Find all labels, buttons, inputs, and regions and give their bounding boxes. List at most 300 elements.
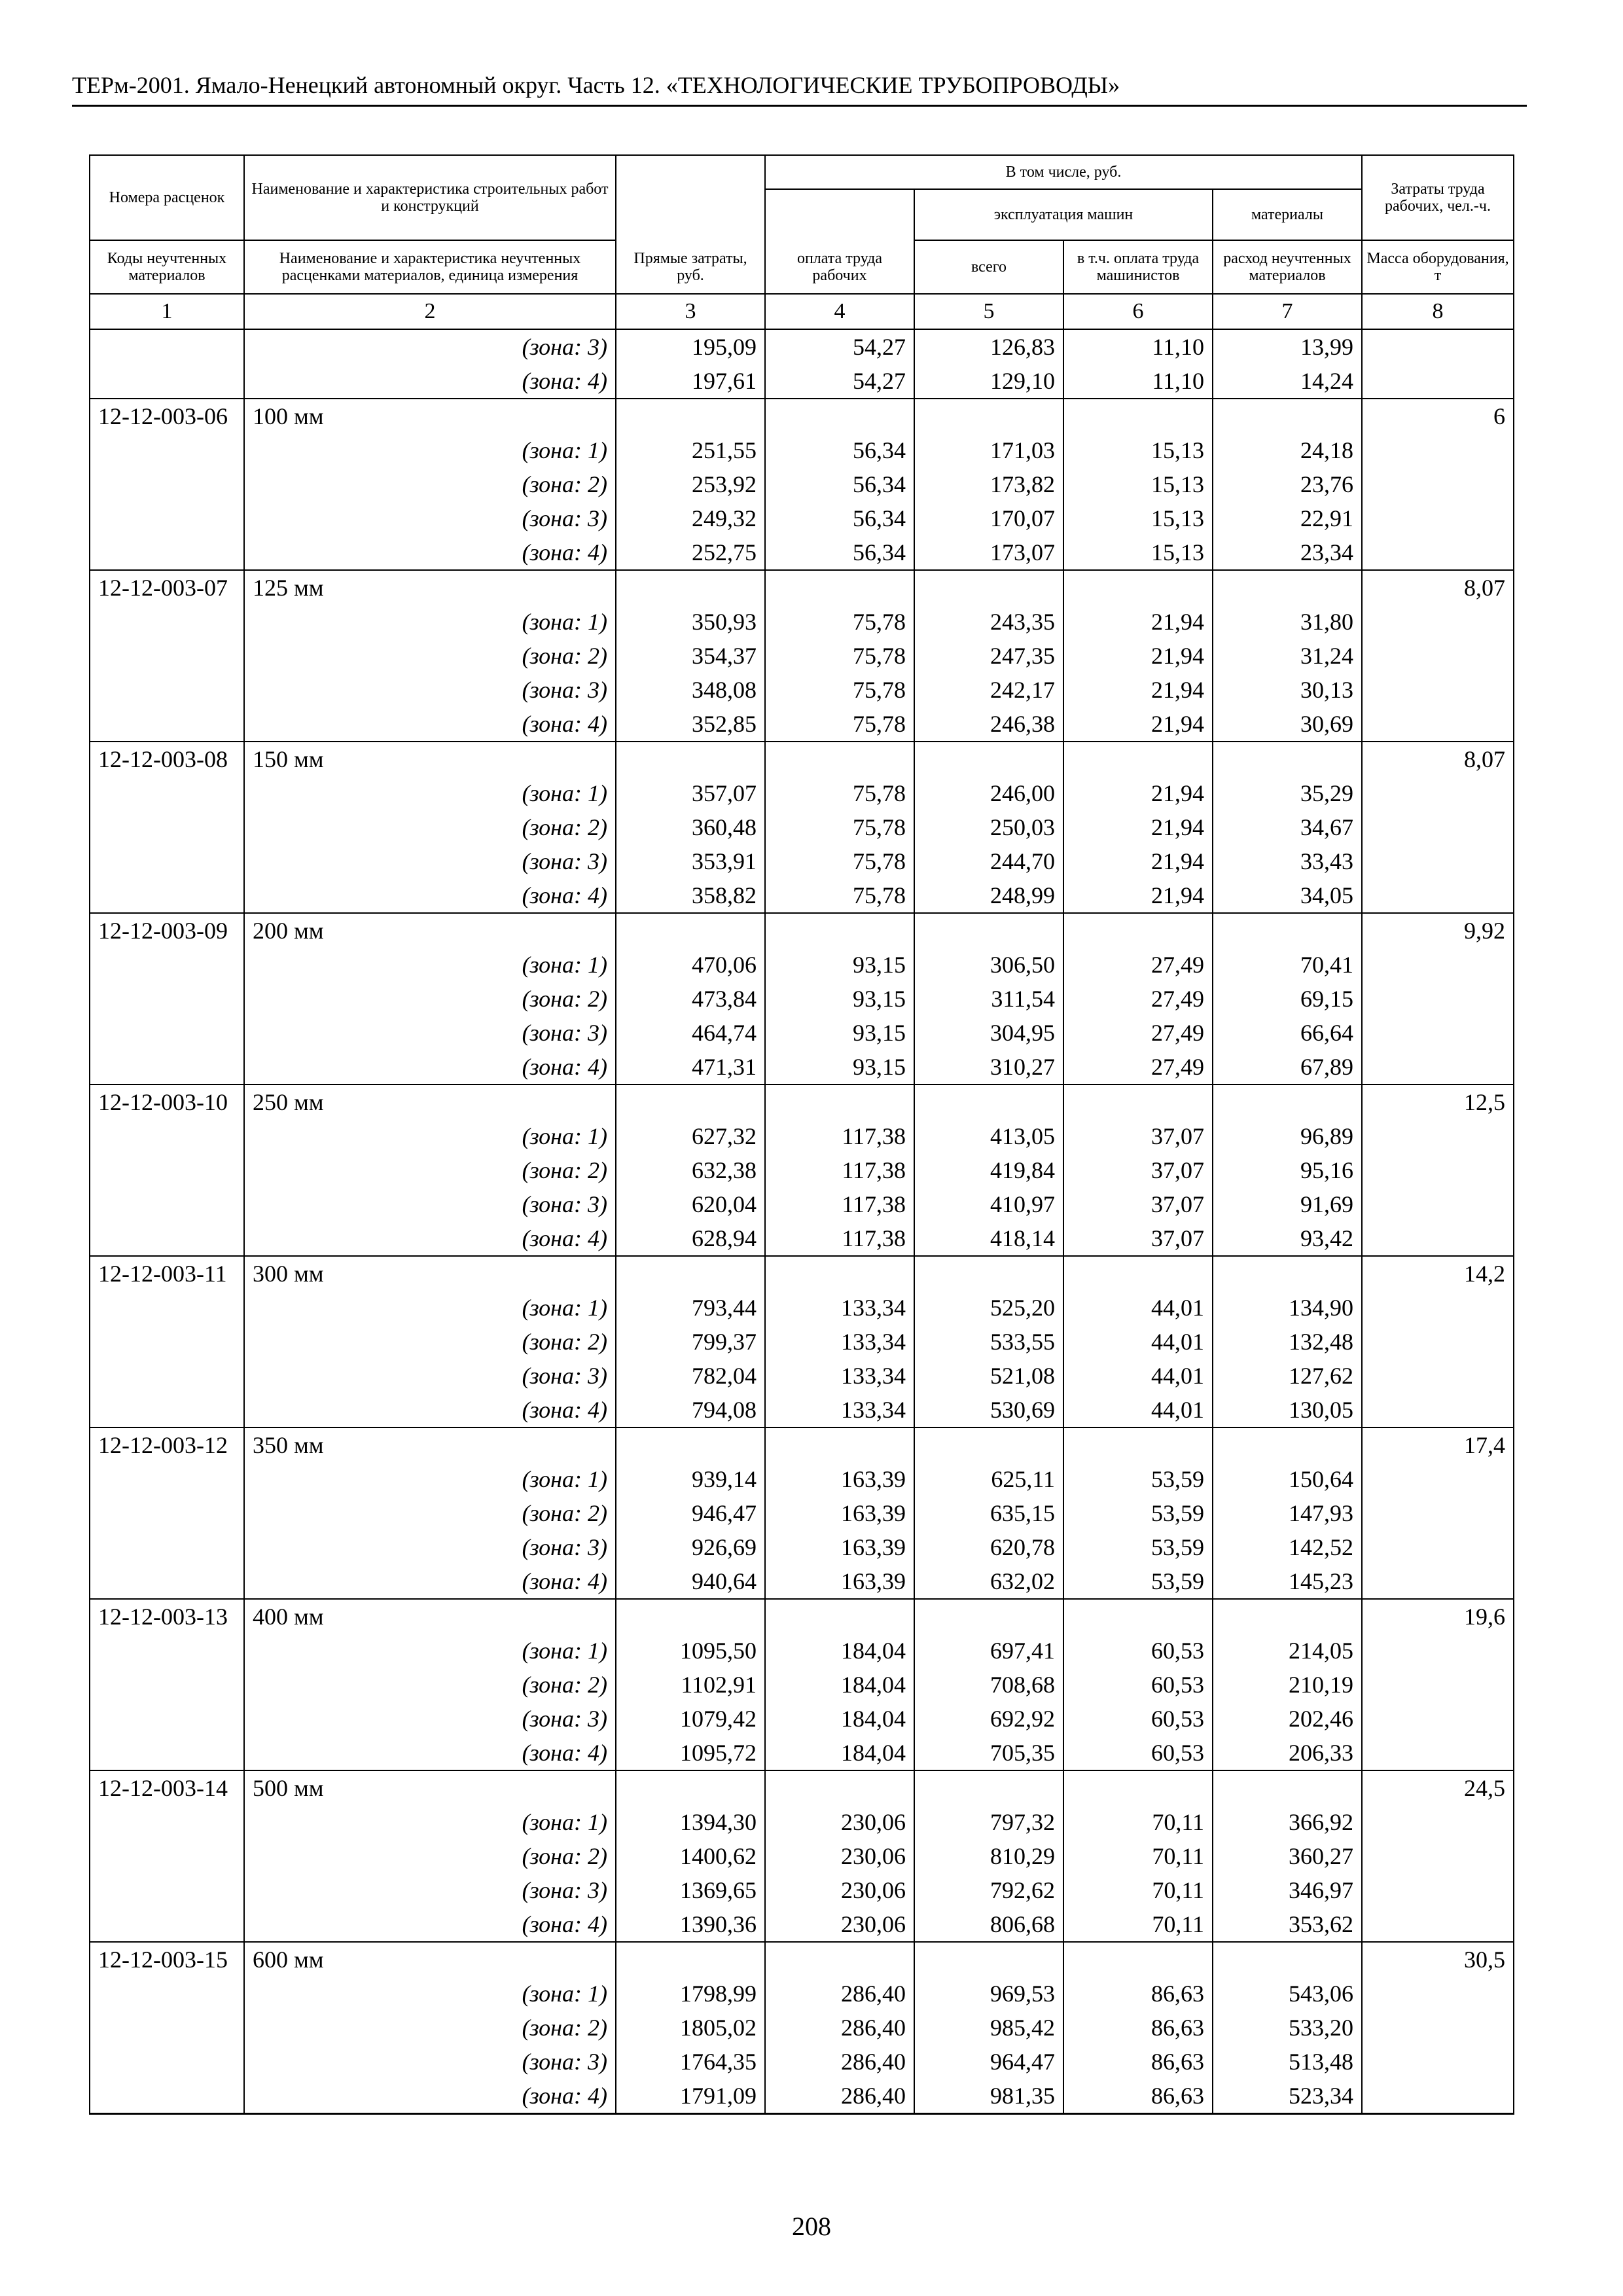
machine-operator-pay: 15,13 bbox=[1063, 501, 1213, 535]
machine-operator-pay: 60,53 bbox=[1063, 1668, 1213, 1702]
labor-cell bbox=[1362, 878, 1514, 913]
direct-cost: 252,75 bbox=[616, 535, 765, 570]
direct-cost: 1394,30 bbox=[616, 1805, 765, 1839]
zone-label: (зона: 4) bbox=[244, 535, 616, 570]
empty-cell bbox=[616, 1770, 765, 1805]
labor-pay: 117,38 bbox=[765, 1187, 914, 1221]
zone-row bbox=[90, 1839, 1514, 1873]
zone-label: (зона: 1) bbox=[244, 1977, 616, 2011]
labor-hours: 6 bbox=[1362, 399, 1514, 433]
labor-cell bbox=[1362, 1325, 1514, 1359]
zone-label: (зона: 3) bbox=[244, 1702, 616, 1736]
direct-cost: 1369,65 bbox=[616, 1873, 765, 1907]
materials-cost: 134,90 bbox=[1213, 1291, 1362, 1325]
empty-cell bbox=[1063, 1256, 1213, 1291]
materials-cost: 23,34 bbox=[1213, 535, 1362, 570]
empty-cell bbox=[914, 1942, 1063, 1977]
machine-operator-pay: 37,07 bbox=[1063, 1153, 1213, 1187]
materials-cost: 513,48 bbox=[1213, 2045, 1362, 2079]
labor-pay: 75,78 bbox=[765, 878, 914, 913]
rate-code: 12-12-003-12 bbox=[90, 1427, 244, 1462]
code-cell bbox=[90, 844, 244, 878]
machine-operator-pay: 37,07 bbox=[1063, 1119, 1213, 1153]
empty-cell bbox=[914, 1770, 1063, 1805]
labor-pay: 133,34 bbox=[765, 1325, 914, 1359]
zone-label: (зона: 1) bbox=[244, 1805, 616, 1839]
machine-operator-pay: 21,94 bbox=[1063, 878, 1213, 913]
machine-operator-pay: 21,94 bbox=[1063, 810, 1213, 844]
rate-code: 12-12-003-15 bbox=[90, 1942, 244, 1977]
direct-cost: 253,92 bbox=[616, 467, 765, 501]
machine-operator-pay: 21,94 bbox=[1063, 639, 1213, 673]
empty-cell bbox=[616, 1427, 765, 1462]
machine-operator-pay: 44,01 bbox=[1063, 1325, 1213, 1359]
labor-cell bbox=[1362, 1153, 1514, 1187]
labor-pay: 286,40 bbox=[765, 2079, 914, 2114]
zone-row bbox=[90, 329, 1514, 364]
col-number: 4 bbox=[765, 294, 914, 329]
empty-cell bbox=[616, 1256, 765, 1291]
zone-label: (зона: 3) bbox=[244, 844, 616, 878]
zone-label: (зона: 4) bbox=[244, 364, 616, 399]
code-cell bbox=[90, 1291, 244, 1325]
machine-operator-pay: 21,94 bbox=[1063, 673, 1213, 707]
code-cell bbox=[90, 329, 244, 364]
zone-row bbox=[90, 1393, 1514, 1427]
labor-cell bbox=[1362, 501, 1514, 535]
labor-cell bbox=[1362, 844, 1514, 878]
empty-cell bbox=[1213, 913, 1362, 948]
code-cell bbox=[90, 1119, 244, 1153]
zone-row bbox=[90, 1462, 1514, 1496]
direct-cost: 360,48 bbox=[616, 810, 765, 844]
labor-cell bbox=[1362, 1873, 1514, 1907]
zone-label: (зона: 4) bbox=[244, 2079, 616, 2114]
labor-cell bbox=[1362, 467, 1514, 501]
empty-cell bbox=[1063, 399, 1213, 433]
materials-cost: 147,93 bbox=[1213, 1496, 1362, 1530]
rates-table bbox=[89, 154, 1514, 2115]
materials-cost: 214,05 bbox=[1213, 1634, 1362, 1668]
labor-pay: 75,78 bbox=[765, 844, 914, 878]
zone-label: (зона: 3) bbox=[244, 1187, 616, 1221]
rate-code: 12-12-003-11 bbox=[90, 1256, 244, 1291]
labor-cell bbox=[1362, 1393, 1514, 1427]
labor-cell bbox=[1362, 707, 1514, 742]
labor-pay: 117,38 bbox=[765, 1119, 914, 1153]
materials-cost: 360,27 bbox=[1213, 1839, 1362, 1873]
zone-row bbox=[90, 2079, 1514, 2114]
direct-cost: 350,93 bbox=[616, 605, 765, 639]
machine-total: 620,78 bbox=[914, 1530, 1063, 1564]
code-cell bbox=[90, 1736, 244, 1770]
labor-cell bbox=[1362, 1119, 1514, 1153]
rate-name: 400 мм bbox=[244, 1599, 616, 1634]
labor-cell bbox=[1362, 1634, 1514, 1668]
direct-cost: 197,61 bbox=[616, 364, 765, 399]
direct-cost: 249,32 bbox=[616, 501, 765, 535]
empty-cell bbox=[914, 1427, 1063, 1462]
machine-total: 413,05 bbox=[914, 1119, 1063, 1153]
direct-cost: 358,82 bbox=[616, 878, 765, 913]
machine-operator-pay: 21,94 bbox=[1063, 844, 1213, 878]
code-cell bbox=[90, 639, 244, 673]
materials-cost: 96,89 bbox=[1213, 1119, 1362, 1153]
zone-label: (зона: 3) bbox=[244, 673, 616, 707]
direct-cost: 926,69 bbox=[616, 1530, 765, 1564]
machine-total: 243,35 bbox=[914, 605, 1063, 639]
header-direct: Прямые затраты, руб. bbox=[616, 155, 765, 294]
rate-group-row bbox=[90, 1256, 1514, 1291]
machine-operator-pay: 44,01 bbox=[1063, 1359, 1213, 1393]
empty-cell bbox=[1213, 742, 1362, 776]
zone-row bbox=[90, 776, 1514, 810]
direct-cost: 251,55 bbox=[616, 433, 765, 467]
rate-group-row bbox=[90, 1599, 1514, 1634]
header-mass: Масса оборудования, т bbox=[1362, 240, 1514, 294]
machine-operator-pay: 60,53 bbox=[1063, 1702, 1213, 1736]
rate-name: 200 мм bbox=[244, 913, 616, 948]
direct-cost: 1095,50 bbox=[616, 1634, 765, 1668]
labor-pay: 56,34 bbox=[765, 433, 914, 467]
machine-total: 969,53 bbox=[914, 1977, 1063, 2011]
labor-pay: 56,34 bbox=[765, 535, 914, 570]
machine-operator-pay: 53,59 bbox=[1063, 1496, 1213, 1530]
zone-label: (зона: 3) bbox=[244, 501, 616, 535]
code-cell bbox=[90, 1907, 244, 1942]
code-cell bbox=[90, 1016, 244, 1050]
labor-pay: 133,34 bbox=[765, 1393, 914, 1427]
labor-cell bbox=[1362, 1564, 1514, 1599]
zone-label: (зона: 1) bbox=[244, 1119, 616, 1153]
code-cell bbox=[90, 1805, 244, 1839]
labor-pay: 56,34 bbox=[765, 467, 914, 501]
labor-pay: 286,40 bbox=[765, 1977, 914, 2011]
empty-cell bbox=[1063, 570, 1213, 605]
machine-total: 635,15 bbox=[914, 1496, 1063, 1530]
materials-cost: 34,05 bbox=[1213, 878, 1362, 913]
zone-label: (зона: 2) bbox=[244, 1668, 616, 1702]
zone-label: (зона: 2) bbox=[244, 639, 616, 673]
direct-cost: 195,09 bbox=[616, 329, 765, 364]
zone-row bbox=[90, 467, 1514, 501]
labor-pay: 184,04 bbox=[765, 1668, 914, 1702]
code-cell bbox=[90, 707, 244, 742]
machine-total: 311,54 bbox=[914, 982, 1063, 1016]
empty-cell bbox=[1063, 1427, 1213, 1462]
code-cell bbox=[90, 673, 244, 707]
zone-label: (зона: 4) bbox=[244, 707, 616, 742]
rate-group-row bbox=[90, 570, 1514, 605]
labor-pay: 163,39 bbox=[765, 1462, 914, 1496]
direct-cost: 352,85 bbox=[616, 707, 765, 742]
labor-pay: 75,78 bbox=[765, 707, 914, 742]
rate-group-row bbox=[90, 1085, 1514, 1119]
zone-label: (зона: 3) bbox=[244, 1530, 616, 1564]
materials-cost: 543,06 bbox=[1213, 1977, 1362, 2011]
machine-operator-pay: 37,07 bbox=[1063, 1187, 1213, 1221]
direct-cost: 1798,99 bbox=[616, 1977, 765, 2011]
machine-total: 170,07 bbox=[914, 501, 1063, 535]
labor-pay: 75,78 bbox=[765, 639, 914, 673]
empty-cell bbox=[914, 913, 1063, 948]
zone-row bbox=[90, 1805, 1514, 1839]
labor-pay: 286,40 bbox=[765, 2011, 914, 2045]
labor-cell bbox=[1362, 1736, 1514, 1770]
machine-total: 246,00 bbox=[914, 776, 1063, 810]
rate-code: 12-12-003-14 bbox=[90, 1770, 244, 1805]
header-labor: Затраты труда рабочих, чел.-ч. bbox=[1362, 155, 1514, 240]
machine-total: 244,70 bbox=[914, 844, 1063, 878]
machine-total: 248,99 bbox=[914, 878, 1063, 913]
machine-operator-pay: 11,10 bbox=[1063, 329, 1213, 364]
empty-cell bbox=[1063, 913, 1213, 948]
machine-total: 964,47 bbox=[914, 2045, 1063, 2079]
empty-cell bbox=[616, 913, 765, 948]
code-cell bbox=[90, 948, 244, 982]
empty-cell bbox=[1213, 1085, 1362, 1119]
code-cell bbox=[90, 1702, 244, 1736]
direct-cost: 1400,62 bbox=[616, 1839, 765, 1873]
zone-row bbox=[90, 2045, 1514, 2079]
rate-name: 150 мм bbox=[244, 742, 616, 776]
zone-label: (зона: 4) bbox=[244, 1736, 616, 1770]
materials-cost: 23,76 bbox=[1213, 467, 1362, 501]
empty-cell bbox=[1063, 1942, 1213, 1977]
machine-operator-pay: 53,59 bbox=[1063, 1462, 1213, 1496]
machine-total: 306,50 bbox=[914, 948, 1063, 982]
direct-cost: 946,47 bbox=[616, 1496, 765, 1530]
machine-operator-pay: 21,94 bbox=[1063, 605, 1213, 639]
labor-hours: 12,5 bbox=[1362, 1085, 1514, 1119]
labor-pay: 230,06 bbox=[765, 1839, 914, 1873]
empty-cell bbox=[616, 1085, 765, 1119]
machine-total: 525,20 bbox=[914, 1291, 1063, 1325]
labor-cell bbox=[1362, 1016, 1514, 1050]
code-cell bbox=[90, 810, 244, 844]
rate-name: 125 мм bbox=[244, 570, 616, 605]
machine-total: 521,08 bbox=[914, 1359, 1063, 1393]
machine-operator-pay: 11,10 bbox=[1063, 364, 1213, 399]
zone-label: (зона: 4) bbox=[244, 878, 616, 913]
machine-operator-pay: 15,13 bbox=[1063, 535, 1213, 570]
zone-label: (зона: 2) bbox=[244, 2011, 616, 2045]
labor-pay: 117,38 bbox=[765, 1221, 914, 1256]
code-cell bbox=[90, 1873, 244, 1907]
labor-cell bbox=[1362, 673, 1514, 707]
direct-cost: 940,64 bbox=[616, 1564, 765, 1599]
direct-cost: 794,08 bbox=[616, 1393, 765, 1427]
labor-cell bbox=[1362, 1221, 1514, 1256]
labor-hours: 9,92 bbox=[1362, 913, 1514, 948]
materials-cost: 70,41 bbox=[1213, 948, 1362, 982]
empty-cell bbox=[1063, 742, 1213, 776]
labor-cell bbox=[1362, 1977, 1514, 2011]
materials-cost: 30,69 bbox=[1213, 707, 1362, 742]
code-cell bbox=[90, 878, 244, 913]
zone-row bbox=[90, 605, 1514, 639]
zone-label: (зона: 4) bbox=[244, 1564, 616, 1599]
rate-group-row bbox=[90, 913, 1514, 948]
empty-cell bbox=[765, 1256, 914, 1291]
labor-hours: 14,2 bbox=[1362, 1256, 1514, 1291]
zone-row bbox=[90, 1325, 1514, 1359]
zone-row bbox=[90, 639, 1514, 673]
direct-cost: 1095,72 bbox=[616, 1736, 765, 1770]
labor-cell bbox=[1362, 1187, 1514, 1221]
direct-cost: 357,07 bbox=[616, 776, 765, 810]
machine-operator-pay: 27,49 bbox=[1063, 948, 1213, 982]
code-cell bbox=[90, 1393, 244, 1427]
labor-cell bbox=[1362, 535, 1514, 570]
col-number: 7 bbox=[1213, 294, 1362, 329]
materials-cost: 210,19 bbox=[1213, 1668, 1362, 1702]
labor-cell bbox=[1362, 1496, 1514, 1530]
zone-row bbox=[90, 1668, 1514, 1702]
labor-pay: 75,78 bbox=[765, 776, 914, 810]
materials-cost: 66,64 bbox=[1213, 1016, 1362, 1050]
zone-label: (зона: 2) bbox=[244, 1153, 616, 1187]
machine-operator-pay: 70,11 bbox=[1063, 1907, 1213, 1942]
zone-label: (зона: 1) bbox=[244, 776, 616, 810]
labor-cell bbox=[1362, 364, 1514, 399]
labor-pay: 230,06 bbox=[765, 1907, 914, 1942]
machine-operator-pay: 60,53 bbox=[1063, 1736, 1213, 1770]
page-header: ТЕРм-2001. Ямало-Ненецкий автономный округ. Часть 12. «ТЕХНОЛОГИЧЕСКИЕ ТРУБОПРОВОДЫ» bbox=[72, 72, 1120, 98]
zone-row bbox=[90, 1873, 1514, 1907]
header-rule bbox=[72, 105, 1527, 107]
materials-cost: 127,62 bbox=[1213, 1359, 1362, 1393]
direct-cost: 1764,35 bbox=[616, 2045, 765, 2079]
materials-cost: 132,48 bbox=[1213, 1325, 1362, 1359]
zone-row bbox=[90, 1530, 1514, 1564]
rate-name: 350 мм bbox=[244, 1427, 616, 1462]
rate-name: 600 мм bbox=[244, 1942, 616, 1977]
page-number: 208 bbox=[792, 2212, 831, 2241]
empty-cell bbox=[1213, 1942, 1362, 1977]
materials-cost: 35,29 bbox=[1213, 776, 1362, 810]
empty-cell bbox=[1213, 570, 1362, 605]
zone-row bbox=[90, 433, 1514, 467]
machine-total: 126,83 bbox=[914, 329, 1063, 364]
direct-cost: 620,04 bbox=[616, 1187, 765, 1221]
rate-code: 12-12-003-06 bbox=[90, 399, 244, 433]
zone-label: (зона: 2) bbox=[244, 1325, 616, 1359]
machine-operator-pay: 53,59 bbox=[1063, 1530, 1213, 1564]
direct-cost: 1102,91 bbox=[616, 1668, 765, 1702]
empty-cell bbox=[765, 742, 914, 776]
empty-cell bbox=[1213, 1599, 1362, 1634]
zone-label: (зона: 4) bbox=[244, 1907, 616, 1942]
labor-cell bbox=[1362, 1702, 1514, 1736]
zone-label: (зона: 4) bbox=[244, 1050, 616, 1085]
zone-row bbox=[90, 1564, 1514, 1599]
empty-cell bbox=[1063, 1770, 1213, 1805]
machine-total: 530,69 bbox=[914, 1393, 1063, 1427]
code-cell bbox=[90, 1153, 244, 1187]
materials-cost: 150,64 bbox=[1213, 1462, 1362, 1496]
machine-total: 697,41 bbox=[914, 1634, 1063, 1668]
machine-total: 708,68 bbox=[914, 1668, 1063, 1702]
zone-label: (зона: 2) bbox=[244, 982, 616, 1016]
direct-cost: 471,31 bbox=[616, 1050, 765, 1085]
zone-label: (зона: 3) bbox=[244, 329, 616, 364]
machine-operator-pay: 21,94 bbox=[1063, 776, 1213, 810]
machine-operator-pay: 37,07 bbox=[1063, 1221, 1213, 1256]
machine-total: 797,32 bbox=[914, 1805, 1063, 1839]
zone-row bbox=[90, 878, 1514, 913]
materials-cost: 206,33 bbox=[1213, 1736, 1362, 1770]
zone-label: (зона: 2) bbox=[244, 467, 616, 501]
zone-label: (зона: 1) bbox=[244, 1634, 616, 1668]
col-number: 1 bbox=[90, 294, 244, 329]
zone-row bbox=[90, 1359, 1514, 1393]
direct-cost: 1805,02 bbox=[616, 2011, 765, 2045]
labor-pay: 54,27 bbox=[765, 364, 914, 399]
machine-total: 418,14 bbox=[914, 1221, 1063, 1256]
machine-operator-pay: 44,01 bbox=[1063, 1393, 1213, 1427]
rate-group-row bbox=[90, 399, 1514, 433]
machine-total: 173,07 bbox=[914, 535, 1063, 570]
code-cell bbox=[90, 1839, 244, 1873]
labor-cell bbox=[1362, 1462, 1514, 1496]
code-cell bbox=[90, 467, 244, 501]
materials-cost: 69,15 bbox=[1213, 982, 1362, 1016]
empty-cell bbox=[1213, 1256, 1362, 1291]
code-cell bbox=[90, 982, 244, 1016]
code-cell bbox=[90, 2045, 244, 2079]
header-codes-unacc: Коды неучтенных материалов bbox=[90, 240, 244, 294]
empty-cell bbox=[914, 1085, 1063, 1119]
direct-cost: 799,37 bbox=[616, 1325, 765, 1359]
zone-row bbox=[90, 1907, 1514, 1942]
labor-pay: 75,78 bbox=[765, 810, 914, 844]
machine-operator-pay: 21,94 bbox=[1063, 707, 1213, 742]
machine-operator-pay: 70,11 bbox=[1063, 1805, 1213, 1839]
header-materials: материалы bbox=[1213, 189, 1362, 240]
machine-operator-pay: 86,63 bbox=[1063, 2079, 1213, 2114]
empty-cell bbox=[1213, 1427, 1362, 1462]
labor-pay: 163,39 bbox=[765, 1564, 914, 1599]
labor-pay: 93,15 bbox=[765, 948, 914, 982]
rate-code: 12-12-003-07 bbox=[90, 570, 244, 605]
machine-operator-pay: 44,01 bbox=[1063, 1291, 1213, 1325]
direct-cost: 628,94 bbox=[616, 1221, 765, 1256]
col-number: 3 bbox=[616, 294, 765, 329]
labor-cell bbox=[1362, 1359, 1514, 1393]
labor-cell bbox=[1362, 2079, 1514, 2114]
machine-operator-pay: 60,53 bbox=[1063, 1634, 1213, 1668]
empty-cell bbox=[765, 1085, 914, 1119]
labor-hours: 8,07 bbox=[1362, 570, 1514, 605]
zone-row bbox=[90, 707, 1514, 742]
labor-pay: 93,15 bbox=[765, 1016, 914, 1050]
code-cell bbox=[90, 776, 244, 810]
rate-group-row bbox=[90, 742, 1514, 776]
col-number: 2 bbox=[244, 294, 616, 329]
zone-label: (зона: 4) bbox=[244, 1393, 616, 1427]
code-cell bbox=[90, 1221, 244, 1256]
machine-operator-pay: 86,63 bbox=[1063, 2011, 1213, 2045]
materials-cost: 24,18 bbox=[1213, 433, 1362, 467]
machine-total: 247,35 bbox=[914, 639, 1063, 673]
labor-pay: 75,78 bbox=[765, 673, 914, 707]
direct-cost: 354,37 bbox=[616, 639, 765, 673]
machine-total: 250,03 bbox=[914, 810, 1063, 844]
materials-cost: 145,23 bbox=[1213, 1564, 1362, 1599]
materials-cost: 93,42 bbox=[1213, 1221, 1362, 1256]
zone-label: (зона: 2) bbox=[244, 810, 616, 844]
